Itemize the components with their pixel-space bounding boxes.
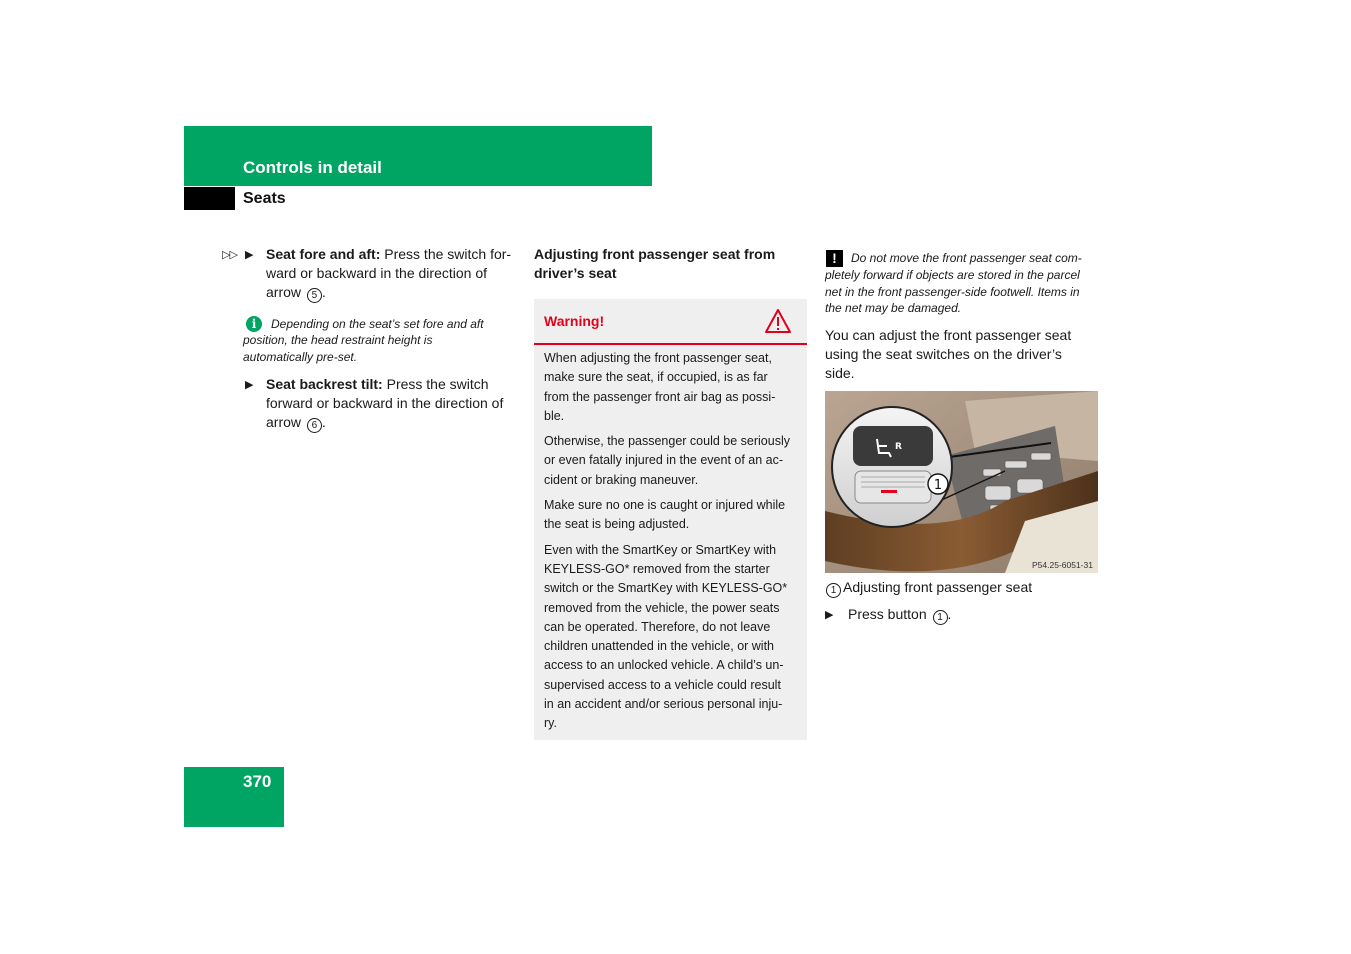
warning-divider xyxy=(534,343,807,345)
caution-note-rest: pletely forward if objects are stored in the parcel net in the front passenger-side footwell. Items in the net may be damaged. xyxy=(825,268,1080,316)
photo-caption: 1 Adjusting front passenger seat xyxy=(826,578,1101,598)
warning-body xyxy=(544,349,802,734)
button-ref-1: 1 xyxy=(933,610,948,625)
page-number: 370 xyxy=(243,772,272,791)
info-note-line1: Depending on the seat’s set fore and aft xyxy=(271,317,484,331)
warning-paragraph: Even with the SmartKey or SmartKey with KEYLESS-GO* removed from the starter switch or the SmartKey with KEYLESS-GO* removed from the vehicle, the power seats can be operated. Therefore, do not leave children unattended in the vehicle, or with access to an unlocked vehicle. A child’s un- supervised access to a vehicle could result in an accident and/or serious personal inju- ry. xyxy=(544,542,788,731)
instruction-label: Seat backrest tilt: xyxy=(266,376,383,392)
bullet-icon: ▶ xyxy=(245,249,254,261)
warning-paragraph: Otherwise, the passenger could be seriously or even fatally injured in the event of an ac- cident or braking maneuver. xyxy=(544,434,790,487)
warning-paragraph: Make sure no one is caught or injured while the seat is being adjusted. xyxy=(544,498,786,532)
seat-switch-photo xyxy=(825,391,1098,573)
instruction-seat-backrest: Seat backrest tilt: Press the switch forward or backward in the direction of arrow 6 . xyxy=(266,376,504,432)
photo-reference-code: P54.25-6051-31 xyxy=(1032,560,1093,570)
subsection-heading: Adjusting front passenger seat from driver’s seat xyxy=(534,246,776,282)
arrow-ref-5: 5 xyxy=(307,288,322,303)
arrow-ref-6: 6 xyxy=(307,418,322,433)
warning-paragraph: When adjusting the front passenger seat, make sure the seat, if occupied, is as far from the passenger front air bag as possi- ble. xyxy=(544,351,776,423)
continue-marker-icon: ▷▷ xyxy=(222,249,237,261)
caution-icon: ! xyxy=(826,250,843,267)
warning-triangle-icon xyxy=(764,308,792,334)
instruction-seat-fore-aft: Seat fore and aft: Press the switch for- ward or backward in the direction of arrow 5 . xyxy=(266,246,512,302)
instruction-press-button: Press button 1 . xyxy=(848,606,952,623)
warning-title: Warning! xyxy=(544,313,605,329)
caution-note-line1: Do not move the front passenger seat com- xyxy=(851,251,1082,265)
chapter-title: Controls in detail xyxy=(243,158,382,177)
section-marker xyxy=(184,187,235,210)
svg-text:R: R xyxy=(895,442,902,452)
bullet-icon: ▶ xyxy=(825,609,834,621)
info-icon: i xyxy=(246,316,262,332)
photo-callout: 1 xyxy=(933,478,943,493)
bullet-icon: ▶ xyxy=(245,379,254,391)
instruction-label: Seat fore and aft: xyxy=(266,246,381,262)
passenger-seat-description: You can adjust the front passenger seat using the seat switches on the driver’s side. xyxy=(825,327,1072,382)
info-note-rest: position, the head restraint height is automatically pre-set. xyxy=(243,333,433,364)
section-title: Seats xyxy=(243,190,286,207)
caption-ref-1: 1 xyxy=(826,583,841,598)
